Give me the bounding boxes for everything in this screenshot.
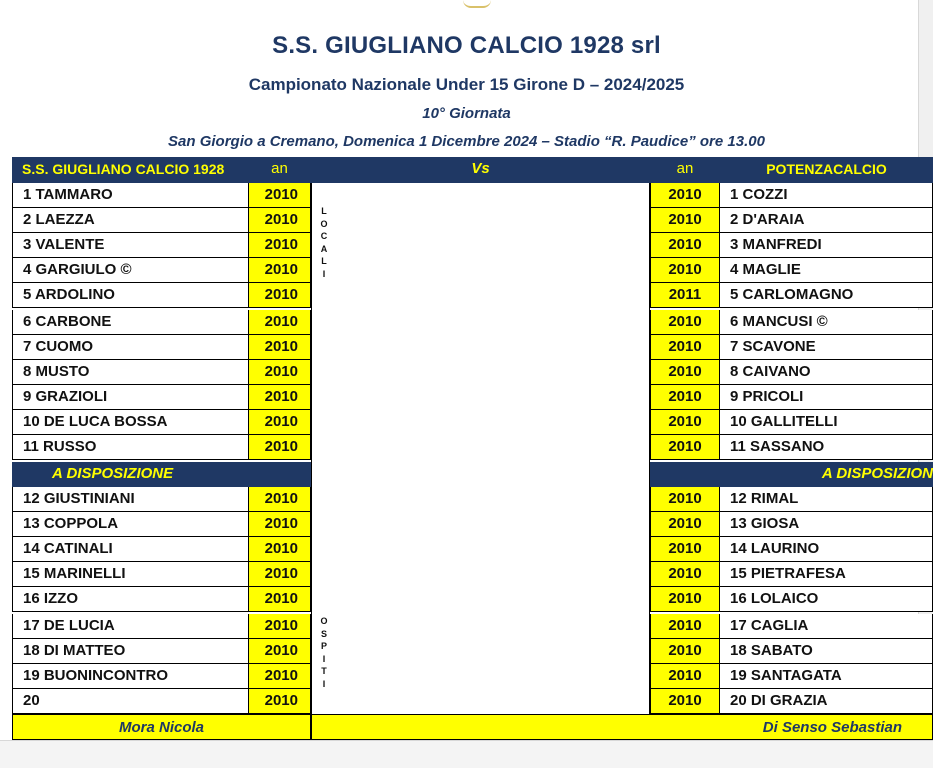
away-player-name: 3 MANFREDI — [720, 233, 933, 258]
away-player-year: 2010 — [650, 410, 720, 435]
away-player-name: 20 DI GRAZIA — [720, 689, 933, 714]
away-player-name: 17 CAGLIA — [720, 614, 933, 639]
away-player-year: 2010 — [650, 258, 720, 283]
home-player-name: 14 CATINALI — [12, 537, 248, 562]
locali-letter: O — [320, 218, 328, 229]
home-player-year: 2010 — [248, 208, 311, 233]
away-player-name: 12 RIMAL — [720, 487, 933, 512]
away-player-name: 6 MANCUSI © — [720, 310, 933, 335]
ospiti-label — [318, 615, 330, 690]
page-bottom-margin — [0, 740, 933, 768]
away-player-year: 2010 — [650, 360, 720, 385]
home-player-name: 18 DI MATTEO — [12, 639, 248, 664]
home-player-name: 4 GARGIULO © — [12, 258, 248, 283]
away-player-year: 2010 — [650, 208, 720, 233]
ospiti-letter: P — [320, 641, 327, 651]
middle-column — [311, 183, 650, 714]
crest-fragment — [463, 0, 491, 8]
home-player-year: 2010 — [248, 435, 311, 460]
home-player-year: 2010 — [248, 310, 311, 335]
home-player-name: 5 ARDOLINO — [12, 283, 248, 308]
away-coach: Di Senso Sebastian — [311, 714, 933, 740]
home-player-name: 8 MUSTO — [12, 360, 248, 385]
home-player-name: 9 GRAZIOLI — [12, 385, 248, 410]
away-player-year: 2010 — [650, 537, 720, 562]
lineup-table — [12, 157, 933, 740]
home-player-name: 2 LAEZZA — [12, 208, 248, 233]
away-bench-header: A DISPOSIZION — [650, 462, 933, 487]
away-player-name: 11 SASSANO — [720, 435, 933, 460]
away-player-year: 2010 — [650, 310, 720, 335]
home-player-name: 17 DE LUCIA — [12, 614, 248, 639]
home-player-year: 2010 — [248, 258, 311, 283]
home-bench-header: A DISPOSIZIONE — [12, 462, 311, 487]
away-player-year: 2010 — [650, 487, 720, 512]
home-player-name: 10 DE LUCA BOSSA — [12, 410, 248, 435]
away-player-name: 9 PRICOLI — [720, 385, 933, 410]
home-coach: Mora Nicola — [12, 714, 311, 740]
away-player-name: 14 LAURINO — [720, 537, 933, 562]
home-player-year: 2010 — [248, 410, 311, 435]
locali-letter: I — [322, 268, 326, 279]
home-player-name: 7 CUOMO — [12, 335, 248, 360]
away-player-name: 18 SABATO — [720, 639, 933, 664]
home-player-name: 15 MARINELLI — [12, 562, 248, 587]
home-player-name: 13 COPPOLA — [12, 512, 248, 537]
away-player-name: 16 LOLAICO — [720, 587, 933, 612]
locali-letter: L — [321, 206, 327, 216]
home-player-name: 1 TAMMARO — [12, 183, 248, 208]
away-player-name: 19 SANTAGATA — [720, 664, 933, 689]
away-player-year: 2010 — [650, 664, 720, 689]
home-player-name: 11 RUSSO — [12, 435, 248, 460]
away-player-year: 2010 — [650, 562, 720, 587]
home-player-year: 2010 — [248, 385, 311, 410]
home-player-year: 2010 — [248, 537, 311, 562]
home-year-header: an — [248, 157, 311, 183]
home-player-year: 2010 — [248, 512, 311, 537]
away-player-year: 2010 — [650, 639, 720, 664]
home-player-name: 19 BUONINCONTRO — [12, 664, 248, 689]
home-player-name: 16 IZZO — [12, 587, 248, 612]
away-player-year: 2010 — [650, 183, 720, 208]
home-player-year: 2010 — [248, 562, 311, 587]
championship-subtitle: Campionato Nazionale Under 15 Girone D – 2024/2025 — [248, 75, 685, 94]
away-player-year: 2010 — [650, 335, 720, 360]
away-player-year: 2010 — [650, 614, 720, 639]
venue-line: San Giorgio a Cremano, Domenica 1 Dicembre 2024 – Stadio “R. Paudice” ore 13.00 — [168, 133, 765, 150]
away-player-name: 13 GIOSA — [720, 512, 933, 537]
home-team-header: S.S. GIUGLIANO CALCIO 1928 — [12, 157, 248, 183]
locali-letter: L — [321, 256, 327, 266]
locali-letter: A — [320, 243, 328, 254]
away-player-year: 2010 — [650, 435, 720, 460]
home-player-year: 2010 — [248, 283, 311, 308]
away-player-year: 2010 — [650, 587, 720, 612]
home-player-year: 2010 — [248, 360, 311, 385]
ospiti-letter: S — [320, 628, 327, 639]
ospiti-letter: I — [322, 678, 326, 689]
vs-header: Vs — [311, 157, 650, 183]
away-player-name: 1 COZZI — [720, 183, 933, 208]
home-player-year: 2010 — [248, 639, 311, 664]
home-player-year: 2010 — [248, 689, 311, 714]
ospiti-letter: I — [322, 653, 326, 664]
away-player-name: 8 CAIVANO — [720, 360, 933, 385]
away-player-name: 2 D'ARAIA — [720, 208, 933, 233]
ospiti-letter: O — [320, 616, 328, 626]
locali-label — [318, 205, 330, 280]
away-year-header: an — [650, 157, 720, 183]
away-player-year: 2011 — [650, 283, 720, 308]
away-player-name: 15 PIETRAFESA — [720, 562, 933, 587]
home-player-year: 2010 — [248, 664, 311, 689]
locali-letter: C — [320, 231, 328, 241]
away-player-year: 2010 — [650, 385, 720, 410]
home-player-name: 3 VALENTE — [12, 233, 248, 258]
home-player-year: 2010 — [248, 183, 311, 208]
home-player-year: 2010 — [248, 587, 311, 612]
away-player-name: 5 CARLOMAGNO — [720, 283, 933, 308]
home-player-year: 2010 — [248, 614, 311, 639]
page-title: S.S. GIUGLIANO CALCIO 1928 srl — [272, 32, 661, 59]
home-player-year: 2010 — [248, 335, 311, 360]
away-player-name: 10 GALLITELLI — [720, 410, 933, 435]
away-player-year: 2010 — [650, 689, 720, 714]
home-player-year: 2010 — [248, 487, 311, 512]
away-team-header: POTENZACALCIO — [720, 157, 933, 183]
home-player-year: 2010 — [248, 233, 311, 258]
away-player-name: 4 MAGLIE — [720, 258, 933, 283]
home-player-name: 20 — [12, 689, 248, 714]
away-player-year: 2010 — [650, 512, 720, 537]
away-player-name: 7 SCAVONE — [720, 335, 933, 360]
matchday-label: 10° Giornata — [422, 105, 511, 122]
ospiti-letter: T — [321, 666, 327, 676]
away-player-year: 2010 — [650, 233, 720, 258]
home-player-name: 6 CARBONE — [12, 310, 248, 335]
home-player-name: 12 GIUSTINIANI — [12, 487, 248, 512]
